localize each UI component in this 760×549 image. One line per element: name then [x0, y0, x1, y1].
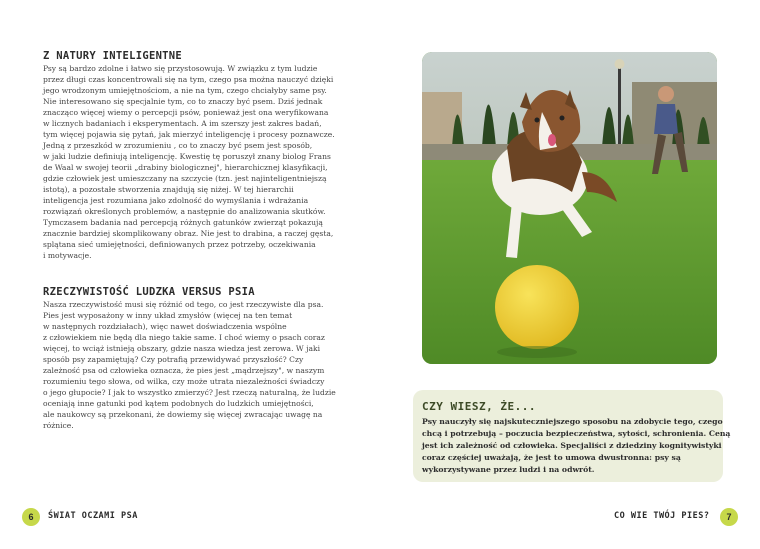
- text-line: i motywacje.: [43, 251, 92, 260]
- text-line: gdzie człowiek jest umieszczany na szczycie (tzn. jest najinteligentniejszą: [43, 174, 327, 183]
- text-line: w licznych badaniach i eksperymentach. A im szerszy jest zakres badań,: [43, 119, 322, 128]
- text-line: coraz częściej uważają, że jest to umowa dwustronna: psy są: [422, 453, 681, 462]
- text-line: jest ich zależność od człowieka. Specjaliści z dziedziny kognitywistyki: [422, 441, 722, 450]
- text-line: chcą i potrzebują – poczucia bezpieczeństwa, sytości, schronienia. Ceną: [422, 429, 731, 438]
- text-line: inteligencja jest rozumiana jako zdolność do wymyślania i wdrażania: [43, 196, 309, 205]
- did-you-know-text: [422, 416, 731, 476]
- section-heading-human-vs-dog-reality: RZECZYWISTOŚĆ LUDZKA VERSUS PSIA: [43, 286, 255, 298]
- text-line: Psy nauczyły się najskuteczniejszego sposobu na zdobycie tego, czego: [422, 417, 723, 426]
- text-line: rozumieniu tego słowa, od wilka, czy może utrata niezależności świadczy: [43, 377, 325, 386]
- text-line: zależność psa od człowieka oznacza, że pies jest „mądrzejszy", w naszym: [43, 366, 325, 375]
- section-heading-natural-intelligence: Z NATURY INTELIGENTNE: [43, 50, 183, 62]
- did-you-know-title: CZY WIESZ, ŻE...: [422, 400, 536, 413]
- running-title-right: CO WIE TWÓJ PIES?: [614, 511, 710, 521]
- page-number-left: 6: [22, 508, 40, 526]
- text-line: z człowiekiem nie będą dla niego takie same. I choć wiemy o psach coraz: [43, 333, 325, 342]
- page-number-right: 7: [720, 508, 738, 526]
- text-line: wykorzystywane przez ludzi i na odwrót.: [422, 465, 595, 474]
- section-body-natural-intelligence: [43, 63, 343, 261]
- running-title-left: ŚWIAT OCZAMI PSA: [48, 511, 138, 521]
- text-line: sposób psy zapamiętują? Czy potrafią przewidywać przyszłość? Czy: [43, 355, 304, 364]
- text-line: oceniają inne gatunki pod kątem podobnych do ludzkich umiejętności,: [43, 399, 314, 408]
- text-line: więcej, to wciąż istnieją obszary, gdzie nasza wiedza jest zerowa. W jaki: [43, 344, 321, 353]
- text-line: Jedną z przeszkód w zrozumieniu , co to znaczy być psem jest sposób,: [43, 141, 313, 150]
- text-line: o jego głupocie? I jak to wszystko zmierzyć? Jest rzeczą naturalną, że ludzie: [43, 388, 336, 397]
- text-line: w jaki ludzie definiują inteligencję. Kwestię tę poruszył znany biolog Frans: [43, 152, 331, 161]
- text-line: tym więcej pojawia się pytań, jak mierzyć inteligencję i procesy poznawcze.: [43, 130, 335, 139]
- text-line: Psy są bardzo zdolne i łatwo się przystosowują. W związku z tym ludzie: [43, 64, 318, 73]
- text-line: znacznie bardziej skomplikowany obraz. Nie jest to drabina, a raczej gęsta,: [43, 229, 334, 238]
- text-line: Tymczasem badania nad percepcją różnych gatunków zwierząt pokazują: [43, 218, 323, 227]
- dog-with-ball-illustration: [422, 52, 717, 364]
- text-line: ale naukowcy są przekonani, że dowiemy się więcej zwracając uwagę na: [43, 410, 323, 419]
- text-line: jego wrodzonym umiejętnościom, a nie na tym, czego chciałyby same psy.: [43, 86, 327, 95]
- text-line: Nasza rzeczywistość musi się różnić od tego, co jest rzeczywiste dla psa.: [43, 300, 324, 309]
- did-you-know-box: [413, 390, 731, 482]
- section-body-human-vs-dog-reality: [43, 299, 343, 431]
- text-line: przez długi czas koncentrowali się na tym, czego psa można nauczyć dzięki: [43, 75, 334, 84]
- text-line: splątana sieć umiejętności, definiowanych przez potrzeby, oczekiwania: [43, 240, 316, 249]
- text-line: znacząco więcej wiemy o percepcji psów, ponieważ jest ona weryfikowana: [43, 108, 329, 117]
- text-line: Nie interesowano się specjalnie tym, co to znaczy być psem. Dziś jednak: [43, 97, 323, 106]
- right-page: [380, 0, 760, 549]
- text-line: Pies jest wyposażony w inny układ zmysłów (więcej na ten temat: [43, 311, 293, 320]
- text-line: de Waal w swojej teorii „drabiny biologicznej", hierarchicznej klasyfikacji,: [43, 163, 328, 172]
- text-line: różnice.: [43, 421, 74, 430]
- text-line: rozwiązań określonych problemów, a następnie do analizowania skutków.: [43, 207, 326, 216]
- dog-photo: [422, 52, 717, 364]
- text-line: istotą), a pozostałe stworzenia znajdują się niżej. W tej hierarchii: [43, 185, 294, 194]
- text-line: w następnych rozdziałach), więc nawet doświadczenia wspólne: [43, 322, 287, 331]
